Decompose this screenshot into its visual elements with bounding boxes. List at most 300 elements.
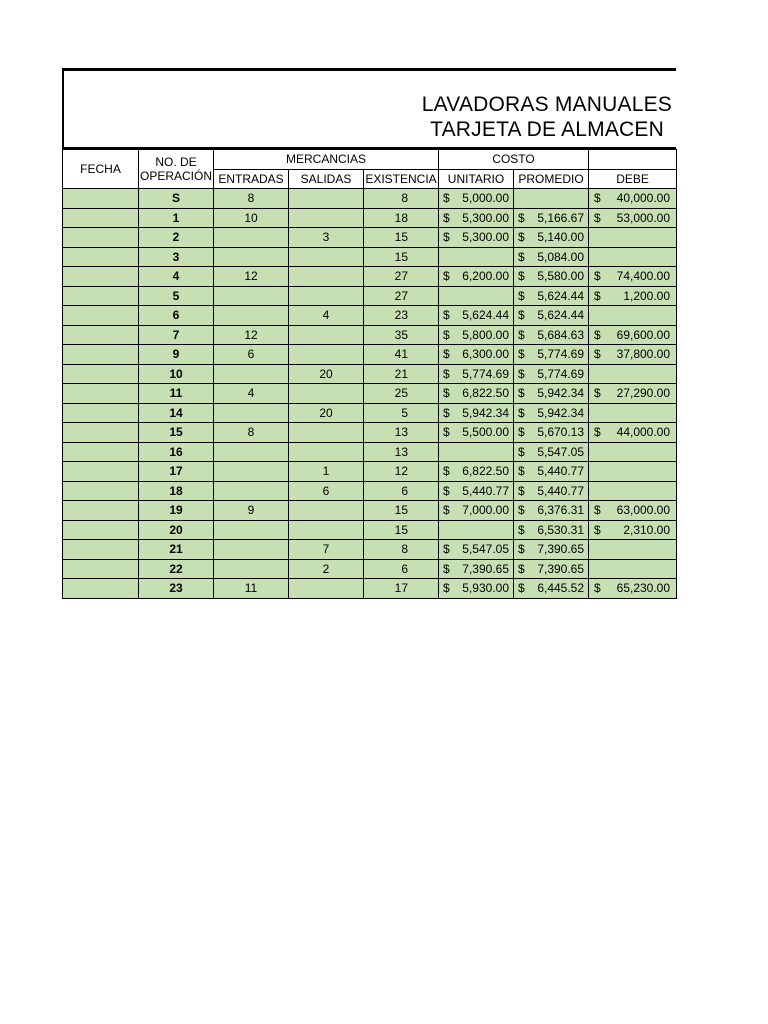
- cell-debe-value: 2,310.00: [623, 522, 671, 537]
- cell-unitario[interactable]: [439, 247, 514, 267]
- cell-promedio[interactable]: [514, 189, 589, 209]
- currency-symbol: $: [518, 444, 525, 459]
- cell-fecha[interactable]: [63, 189, 139, 209]
- cell-operacion[interactable]: 4: [139, 267, 214, 287]
- cell-debe[interactable]: [589, 345, 677, 365]
- cell-salidas[interactable]: [289, 267, 364, 287]
- cell-promedio-value: 5,774.69: [537, 347, 585, 362]
- cell-unitario[interactable]: [439, 403, 514, 423]
- cell-unitario[interactable]: [439, 384, 514, 404]
- table-row: [63, 189, 677, 209]
- cell-unitario[interactable]: [439, 306, 514, 326]
- currency-symbol: $: [518, 405, 525, 420]
- cell-unitario-value: 6,822.50: [462, 464, 510, 479]
- cell-promedio-value: 5,547.05: [537, 444, 585, 459]
- table-row: [63, 384, 677, 404]
- cell-debe[interactable]: [589, 286, 677, 306]
- cell-unitario[interactable]: [439, 442, 514, 462]
- cell-salidas[interactable]: 7: [289, 540, 364, 560]
- title-block: [62, 68, 676, 149]
- cell-entradas[interactable]: 12: [214, 267, 289, 287]
- currency-symbol: $: [443, 386, 450, 401]
- cell-unitario-value: 5,000.00: [462, 191, 510, 206]
- cell-debe[interactable]: [589, 306, 677, 326]
- currency-symbol: $: [443, 230, 450, 245]
- cell-salidas[interactable]: 20: [289, 403, 364, 423]
- cell-promedio[interactable]: [514, 423, 589, 443]
- cell-unitario-value: 7,000.00: [462, 503, 510, 518]
- currency-symbol: $: [518, 366, 525, 381]
- table-row: [63, 501, 677, 521]
- cell-entradas[interactable]: [214, 247, 289, 267]
- currency-symbol: $: [594, 327, 601, 342]
- cell-promedio-value: 5,670.13: [537, 425, 585, 440]
- currency-symbol: $: [443, 308, 450, 323]
- cell-promedio[interactable]: [514, 540, 589, 560]
- cell-promedio[interactable]: [514, 579, 589, 599]
- cell-debe-value: 53,000.00: [616, 210, 671, 225]
- cell-operacion[interactable]: 15: [139, 423, 214, 443]
- currency-symbol: $: [518, 269, 525, 284]
- cell-promedio-value: 5,580.00: [537, 269, 585, 284]
- cell-promedio-value: 6,445.52: [537, 581, 585, 596]
- currency-symbol: $: [443, 191, 450, 206]
- cell-existencia[interactable]: 41: [364, 345, 439, 365]
- cell-unitario[interactable]: [439, 345, 514, 365]
- cell-unitario[interactable]: [439, 501, 514, 521]
- cell-promedio-value: 5,684.63: [537, 327, 585, 342]
- cell-debe-value: 27,290.00: [616, 386, 671, 401]
- cell-promedio[interactable]: [514, 286, 589, 306]
- cell-salidas[interactable]: 2: [289, 559, 364, 579]
- cell-entradas[interactable]: [214, 559, 289, 579]
- cell-entradas[interactable]: [214, 364, 289, 384]
- cell-salidas[interactable]: [289, 442, 364, 462]
- cell-unitario-value: 6,822.50: [462, 386, 510, 401]
- cell-unitario-value: 5,300.00: [462, 230, 510, 245]
- cell-promedio-value: 5,140.00: [537, 230, 585, 245]
- cell-existencia[interactable]: 18: [364, 208, 439, 228]
- cell-entradas[interactable]: 9: [214, 501, 289, 521]
- currency-symbol: $: [443, 561, 450, 576]
- cell-entradas[interactable]: [214, 462, 289, 482]
- currency-symbol: $: [594, 269, 601, 284]
- cell-entradas[interactable]: [214, 228, 289, 248]
- cell-debe[interactable]: [589, 247, 677, 267]
- cell-unitario-value: 5,624.44: [462, 308, 510, 323]
- table-row: [63, 520, 677, 540]
- cell-existencia[interactable]: 13: [364, 442, 439, 462]
- cell-salidas[interactable]: [289, 325, 364, 345]
- cell-entradas[interactable]: [214, 403, 289, 423]
- currency-symbol: $: [443, 581, 450, 596]
- cell-salidas[interactable]: 20: [289, 364, 364, 384]
- cell-unitario[interactable]: [439, 189, 514, 209]
- table-row: [63, 345, 677, 365]
- cell-existencia[interactable]: 6: [364, 481, 439, 501]
- cell-promedio[interactable]: [514, 208, 589, 228]
- cell-promedio-value: 5,942.34: [537, 405, 585, 420]
- currency-symbol: $: [518, 347, 525, 362]
- currency-symbol: $: [518, 542, 525, 557]
- cell-unitario[interactable]: [439, 286, 514, 306]
- cell-fecha[interactable]: [63, 247, 139, 267]
- header-no-operacion-label: NO. DE OPERACIÓN: [140, 155, 213, 183]
- header-entradas[interactable]: ENTRADAS: [214, 169, 289, 189]
- table-row: [63, 442, 677, 462]
- cell-promedio-value: 6,530.31: [537, 522, 585, 537]
- cell-debe[interactable]: [589, 501, 677, 521]
- currency-symbol: $: [443, 483, 450, 498]
- cell-debe[interactable]: [589, 364, 677, 384]
- cell-promedio-value: 5,624.44: [537, 308, 585, 323]
- currency-symbol: $: [518, 425, 525, 440]
- currency-symbol: $: [594, 386, 601, 401]
- cell-unitario-value: 5,500.00: [462, 425, 510, 440]
- cell-promedio[interactable]: [514, 364, 589, 384]
- cell-debe-value: 37,800.00: [616, 347, 671, 362]
- cell-promedio[interactable]: [514, 403, 589, 423]
- table-row: [63, 579, 677, 599]
- currency-symbol: $: [518, 210, 525, 225]
- cell-unitario[interactable]: [439, 481, 514, 501]
- cell-salidas[interactable]: [289, 247, 364, 267]
- currency-symbol: $: [594, 522, 601, 537]
- cell-fecha[interactable]: [63, 228, 139, 248]
- cell-entradas[interactable]: [214, 540, 289, 560]
- header-mercancias[interactable]: MERCANCIAS: [214, 150, 439, 170]
- header-fecha[interactable]: FECHA: [63, 150, 139, 189]
- cell-debe-value: 44,000.00: [616, 425, 671, 440]
- table-row: [63, 423, 677, 443]
- table-row: [63, 559, 677, 579]
- cell-fecha[interactable]: [63, 286, 139, 306]
- cell-fecha[interactable]: [63, 325, 139, 345]
- table-row: [63, 364, 677, 384]
- cell-promedio-value: 5,942.34: [537, 386, 585, 401]
- cell-entradas[interactable]: [214, 442, 289, 462]
- cell-fecha[interactable]: [63, 208, 139, 228]
- currency-symbol: $: [443, 366, 450, 381]
- cell-promedio[interactable]: [514, 559, 589, 579]
- cell-unitario-value: 5,800.00: [462, 327, 510, 342]
- cell-unitario[interactable]: [439, 520, 514, 540]
- currency-symbol: $: [443, 405, 450, 420]
- cell-operacion[interactable]: 5: [139, 286, 214, 306]
- cell-salidas[interactable]: [289, 208, 364, 228]
- cell-debe[interactable]: [589, 481, 677, 501]
- currency-symbol: $: [518, 249, 525, 264]
- cell-promedio-value: 5,440.77: [537, 464, 585, 479]
- cell-debe-value: 74,400.00: [616, 269, 671, 284]
- cell-salidas[interactable]: [289, 286, 364, 306]
- cell-promedio[interactable]: [514, 501, 589, 521]
- cell-existencia[interactable]: 17: [364, 579, 439, 599]
- cell-unitario[interactable]: [439, 228, 514, 248]
- header-existencia[interactable]: EXISTENCIA: [364, 169, 439, 189]
- table-row: [63, 462, 677, 482]
- cell-existencia[interactable]: 15: [364, 228, 439, 248]
- cell-existencia[interactable]: 12: [364, 462, 439, 482]
- table-row: [63, 403, 677, 423]
- cell-unitario[interactable]: [439, 208, 514, 228]
- cell-fecha[interactable]: [63, 559, 139, 579]
- currency-symbol: $: [594, 347, 601, 362]
- header-debe[interactable]: DEBE: [589, 169, 677, 189]
- cell-fecha[interactable]: [63, 462, 139, 482]
- header-blank[interactable]: [589, 150, 677, 170]
- cell-promedio[interactable]: [514, 481, 589, 501]
- cell-entradas[interactable]: 11: [214, 579, 289, 599]
- currency-symbol: $: [518, 522, 525, 537]
- cell-fecha[interactable]: [63, 423, 139, 443]
- cell-unitario-value: 6,200.00: [462, 269, 510, 284]
- currency-symbol: $: [594, 288, 601, 303]
- header-salidas[interactable]: SALIDAS: [289, 169, 364, 189]
- cell-promedio[interactable]: [514, 442, 589, 462]
- cell-operacion[interactable]: 6: [139, 306, 214, 326]
- cell-existencia[interactable]: 6: [364, 559, 439, 579]
- cell-unitario[interactable]: [439, 462, 514, 482]
- cell-salidas[interactable]: 6: [289, 481, 364, 501]
- cell-promedio[interactable]: [514, 228, 589, 248]
- currency-symbol: $: [518, 308, 525, 323]
- cell-debe-value: 1,200.00: [623, 288, 671, 303]
- cell-entradas[interactable]: [214, 520, 289, 540]
- cell-unitario-value: 5,547.05: [462, 542, 510, 557]
- cell-fecha[interactable]: [63, 267, 139, 287]
- currency-symbol: $: [518, 561, 525, 576]
- cell-promedio[interactable]: [514, 345, 589, 365]
- cell-unitario[interactable]: [439, 267, 514, 287]
- cell-entradas[interactable]: [214, 286, 289, 306]
- cell-operacion[interactable]: 7: [139, 325, 214, 345]
- currency-symbol: $: [594, 210, 601, 225]
- cell-unitario[interactable]: [439, 364, 514, 384]
- cell-existencia[interactable]: 8: [364, 540, 439, 560]
- currency-symbol: $: [518, 386, 525, 401]
- cell-salidas[interactable]: [289, 384, 364, 404]
- cell-entradas[interactable]: 12: [214, 325, 289, 345]
- cell-fecha[interactable]: [63, 364, 139, 384]
- cell-entradas[interactable]: 4: [214, 384, 289, 404]
- cell-promedio-value: 6,376.31: [537, 503, 585, 518]
- cell-debe[interactable]: [589, 384, 677, 404]
- cell-promedio-value: 5,166.67: [537, 210, 585, 225]
- header-unitario[interactable]: UNITARIO: [439, 169, 514, 189]
- cell-unitario[interactable]: [439, 579, 514, 599]
- cell-debe[interactable]: [589, 579, 677, 599]
- cell-existencia[interactable]: 27: [364, 267, 439, 287]
- cell-operacion[interactable]: 2: [139, 228, 214, 248]
- cell-promedio[interactable]: [514, 247, 589, 267]
- cell-fecha[interactable]: [63, 442, 139, 462]
- table-row: [63, 228, 677, 248]
- currency-symbol: $: [443, 210, 450, 225]
- cell-salidas[interactable]: [289, 423, 364, 443]
- cell-unitario[interactable]: [439, 540, 514, 560]
- cell-fecha[interactable]: [63, 403, 139, 423]
- table-row: [63, 306, 677, 326]
- cell-promedio[interactable]: [514, 325, 589, 345]
- cell-salidas[interactable]: [289, 579, 364, 599]
- cell-fecha[interactable]: [63, 481, 139, 501]
- table-row: [63, 208, 677, 228]
- cell-existencia[interactable]: 8: [364, 189, 439, 209]
- cell-fecha[interactable]: [63, 540, 139, 560]
- table-row: [63, 267, 677, 287]
- cell-debe[interactable]: [589, 403, 677, 423]
- cell-fecha[interactable]: [63, 345, 139, 365]
- table-row: [63, 325, 677, 345]
- header-promedio[interactable]: PROMEDIO: [514, 169, 589, 189]
- cell-debe[interactable]: [589, 540, 677, 560]
- cell-debe-value: 65,230.00: [616, 581, 671, 596]
- cell-operacion[interactable]: 18: [139, 481, 214, 501]
- cell-unitario[interactable]: [439, 559, 514, 579]
- cell-salidas[interactable]: [289, 501, 364, 521]
- cell-operacion[interactable]: 1: [139, 208, 214, 228]
- cell-salidas[interactable]: [289, 345, 364, 365]
- cell-operacion[interactable]: 9: [139, 345, 214, 365]
- currency-symbol: $: [518, 230, 525, 245]
- cell-salidas[interactable]: [289, 520, 364, 540]
- cell-entradas[interactable]: [214, 481, 289, 501]
- cell-operacion[interactable]: 16: [139, 442, 214, 462]
- cell-debe-value: 63,000.00: [616, 503, 671, 518]
- cell-promedio[interactable]: [514, 520, 589, 540]
- cell-fecha[interactable]: [63, 501, 139, 521]
- cell-debe-value: 40,000.00: [616, 191, 671, 206]
- cell-existencia[interactable]: 15: [364, 501, 439, 521]
- currency-symbol: $: [518, 288, 525, 303]
- cell-unitario-value: 6,300.00: [462, 347, 510, 362]
- currency-symbol: $: [518, 327, 525, 342]
- cell-salidas[interactable]: 3: [289, 228, 364, 248]
- cell-salidas[interactable]: 1: [289, 462, 364, 482]
- currency-symbol: $: [594, 503, 601, 518]
- cell-existencia[interactable]: 15: [364, 247, 439, 267]
- cell-fecha[interactable]: [63, 384, 139, 404]
- cell-unitario[interactable]: [439, 325, 514, 345]
- cell-fecha[interactable]: [63, 579, 139, 599]
- cell-entradas[interactable]: 6: [214, 345, 289, 365]
- cell-existencia[interactable]: 23: [364, 306, 439, 326]
- cell-debe[interactable]: [589, 208, 677, 228]
- cell-operacion[interactable]: 20: [139, 520, 214, 540]
- cell-promedio[interactable]: [514, 462, 589, 482]
- cell-operacion[interactable]: 11: [139, 384, 214, 404]
- header-costo[interactable]: COSTO: [439, 150, 589, 170]
- table-row: [63, 481, 677, 501]
- cell-unitario[interactable]: [439, 423, 514, 443]
- currency-symbol: $: [518, 503, 525, 518]
- cell-entradas[interactable]: 10: [214, 208, 289, 228]
- cell-operacion[interactable]: 23: [139, 579, 214, 599]
- cell-debe[interactable]: [589, 189, 677, 209]
- table-row: [63, 286, 677, 306]
- cell-debe[interactable]: [589, 442, 677, 462]
- cell-operacion[interactable]: 14: [139, 403, 214, 423]
- header-no-operacion[interactable]: [139, 150, 214, 189]
- cell-debe[interactable]: [589, 462, 677, 482]
- cell-debe[interactable]: [589, 520, 677, 540]
- title-line-1: LAVADORAS MANUALES: [421, 93, 672, 116]
- cell-operacion[interactable]: S: [139, 189, 214, 209]
- spreadsheet: [62, 68, 676, 599]
- cell-operacion[interactable]: 17: [139, 462, 214, 482]
- cell-salidas[interactable]: 4: [289, 306, 364, 326]
- currency-symbol: $: [443, 425, 450, 440]
- cell-entradas[interactable]: 8: [214, 423, 289, 443]
- currency-symbol: $: [594, 581, 601, 596]
- cell-promedio-value: 5,440.77: [537, 483, 585, 498]
- inventory-table: [62, 149, 677, 599]
- cell-promedio[interactable]: [514, 306, 589, 326]
- currency-symbol: $: [518, 581, 525, 596]
- cell-operacion[interactable]: 10: [139, 364, 214, 384]
- table-row: [63, 247, 677, 267]
- cell-existencia[interactable]: 13: [364, 423, 439, 443]
- cell-debe[interactable]: [589, 325, 677, 345]
- cell-entradas[interactable]: 8: [214, 189, 289, 209]
- currency-symbol: $: [518, 483, 525, 498]
- cell-debe[interactable]: [589, 267, 677, 287]
- currency-symbol: $: [443, 503, 450, 518]
- cell-promedio-value: 5,084.00: [537, 249, 585, 264]
- cell-promedio-value: 7,390.65: [537, 542, 585, 557]
- currency-symbol: $: [443, 542, 450, 557]
- table-row: [63, 540, 677, 560]
- cell-promedio-value: 5,774.69: [537, 366, 585, 381]
- cell-debe[interactable]: [589, 559, 677, 579]
- cell-promedio-value: 7,390.65: [537, 561, 585, 576]
- title-line-2: TARJETA DE ALMACEN: [430, 118, 664, 141]
- cell-fecha[interactable]: [63, 520, 139, 540]
- cell-operacion[interactable]: 22: [139, 559, 214, 579]
- cell-existencia[interactable]: 21: [364, 364, 439, 384]
- cell-unitario-value: 5,774.69: [462, 366, 510, 381]
- cell-unitario-value: 5,930.00: [462, 581, 510, 596]
- cell-operacion[interactable]: 19: [139, 501, 214, 521]
- cell-promedio[interactable]: [514, 267, 589, 287]
- cell-existencia[interactable]: 27: [364, 286, 439, 306]
- cell-operacion[interactable]: 3: [139, 247, 214, 267]
- cell-promedio-value: 5,624.44: [537, 288, 585, 303]
- cell-promedio[interactable]: [514, 384, 589, 404]
- currency-symbol: $: [594, 425, 601, 440]
- cell-debe[interactable]: [589, 228, 677, 248]
- currency-symbol: $: [594, 191, 601, 206]
- cell-unitario-value: 7,390.65: [462, 561, 510, 576]
- currency-symbol: $: [443, 327, 450, 342]
- cell-unitario-value: 5,300.00: [462, 210, 510, 225]
- currency-symbol: $: [518, 464, 525, 479]
- cell-debe-value: 69,600.00: [616, 327, 671, 342]
- cell-unitario-value: 5,440.77: [462, 483, 510, 498]
- cell-existencia[interactable]: 35: [364, 325, 439, 345]
- cell-existencia[interactable]: 25: [364, 384, 439, 404]
- currency-symbol: $: [443, 269, 450, 284]
- cell-existencia[interactable]: 15: [364, 520, 439, 540]
- cell-existencia[interactable]: 5: [364, 403, 439, 423]
- currency-symbol: $: [443, 464, 450, 479]
- cell-fecha[interactable]: [63, 306, 139, 326]
- cell-operacion[interactable]: 21: [139, 540, 214, 560]
- cell-debe[interactable]: [589, 423, 677, 443]
- cell-entradas[interactable]: [214, 306, 289, 326]
- cell-salidas[interactable]: [289, 189, 364, 209]
